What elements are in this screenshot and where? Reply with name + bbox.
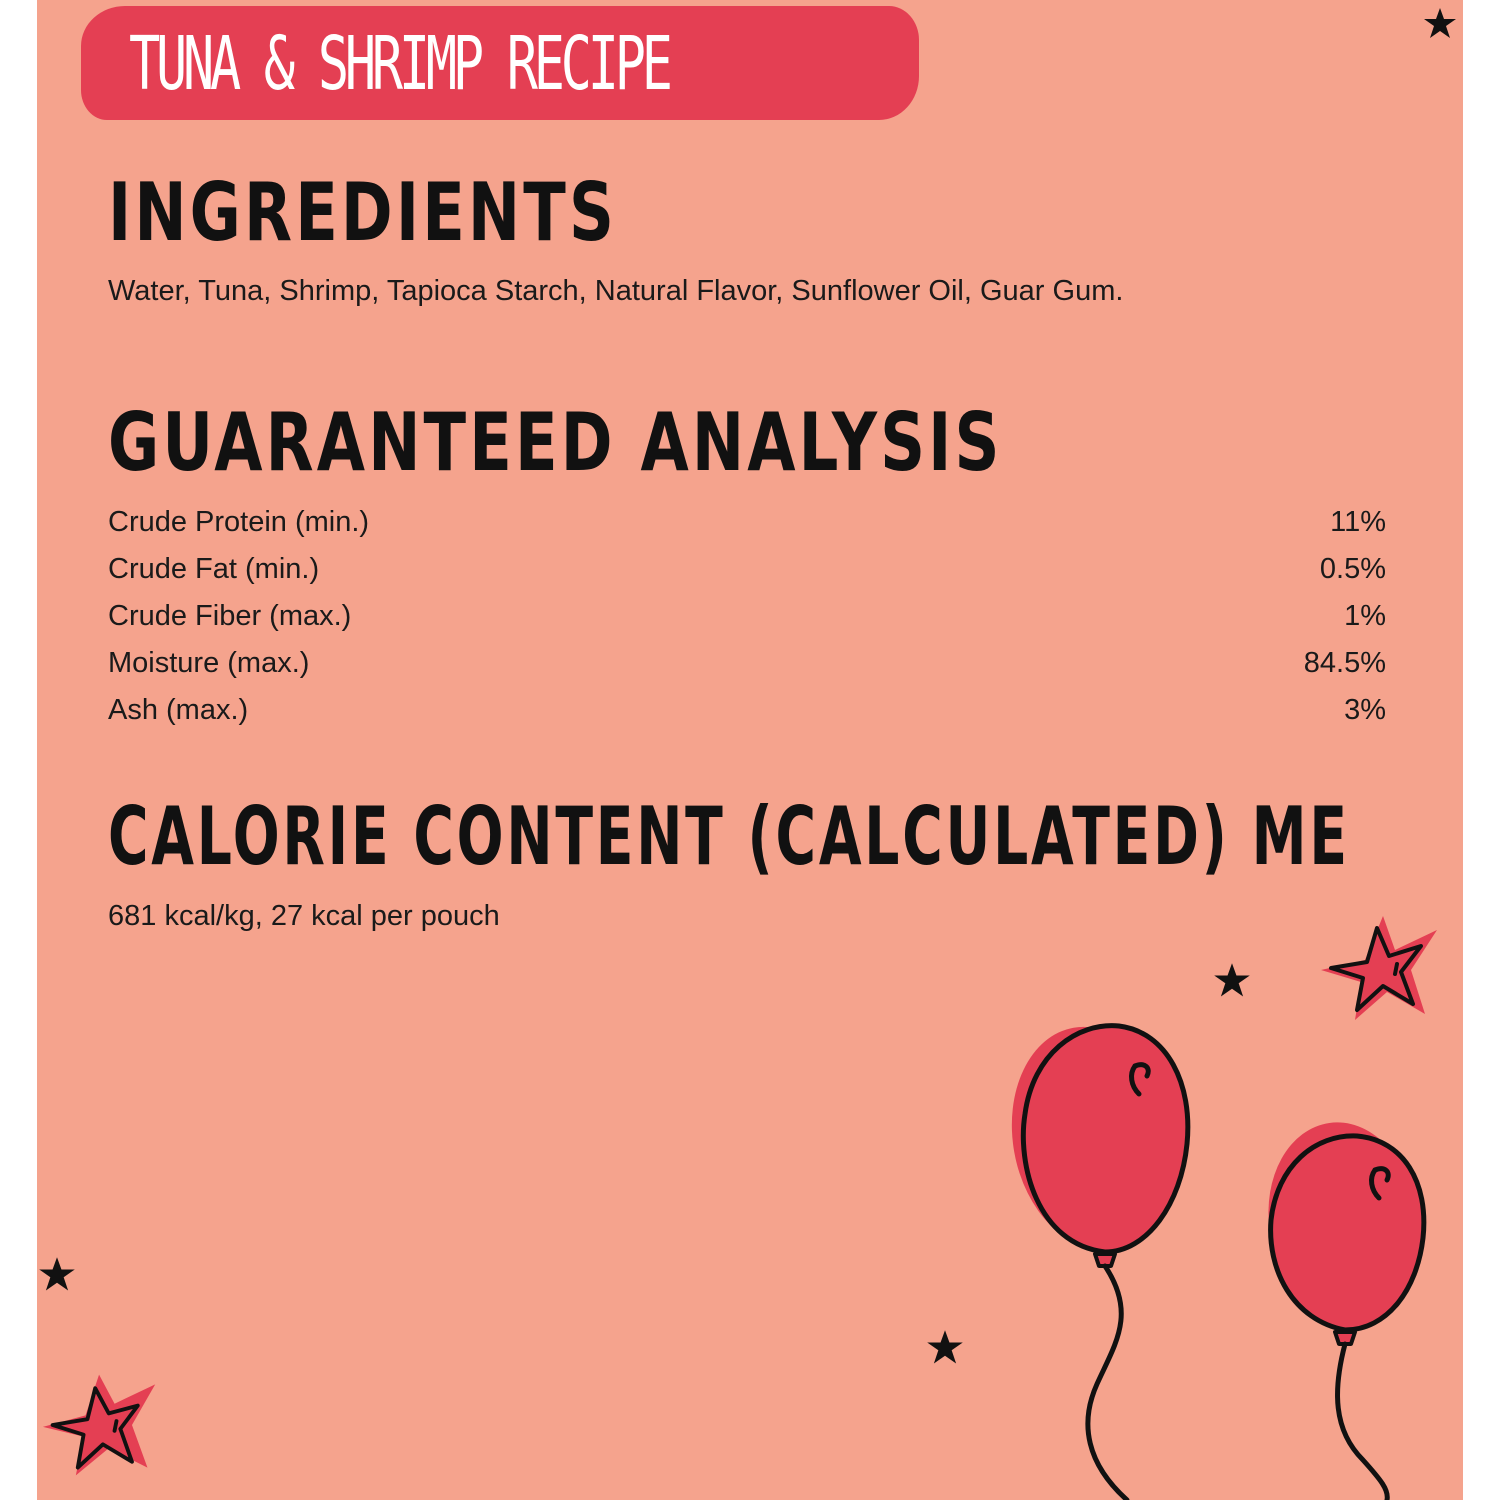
calorie-content-text: 681 kcal/kg, 27 kcal per pouch xyxy=(108,900,500,932)
analysis-value: 11% xyxy=(1330,506,1386,538)
analysis-row-crude-protein xyxy=(108,504,1386,551)
balloon-icon xyxy=(1007,1014,1207,1500)
analysis-row-crude-fat xyxy=(108,551,1386,598)
analysis-row-moisture xyxy=(108,645,1386,692)
analysis-value: 84.5% xyxy=(1303,647,1386,679)
analysis-value: 1% xyxy=(1344,600,1386,632)
analysis-label: Ash (max.) xyxy=(108,694,249,726)
star-icon xyxy=(37,1255,77,1295)
ingredients-list: Water, Tuna, Shrimp, Tapioca Starch, Natural Flavor, Sunflower Oil, Guar Gum. xyxy=(108,275,1124,307)
star-icon xyxy=(1422,6,1458,42)
analysis-value: 0.5% xyxy=(1319,553,1386,585)
star-icon xyxy=(1317,912,1441,1024)
analysis-row-ash xyxy=(108,692,1386,739)
analysis-row-crude-fiber xyxy=(108,598,1386,645)
analysis-label: Crude Fat (min.) xyxy=(108,553,320,585)
star-icon xyxy=(925,1328,965,1368)
nutrition-panel xyxy=(37,0,1463,1500)
guaranteed-analysis-heading: GUARANTEED ANALYSIS xyxy=(108,396,1003,489)
guaranteed-analysis-table xyxy=(108,504,1386,739)
star-icon xyxy=(41,1370,161,1480)
analysis-label: Crude Protein (min.) xyxy=(108,506,370,538)
calorie-content-heading: CALORIE CONTENT (CALCULATED) ME xyxy=(108,790,1350,883)
star-icon xyxy=(1212,961,1252,1001)
recipe-banner xyxy=(81,6,919,120)
ingredients-heading: INGREDIENTS xyxy=(108,166,618,259)
analysis-value: 3% xyxy=(1344,694,1386,726)
balloon-icon xyxy=(1263,1120,1443,1500)
analysis-label: Crude Fiber (max.) xyxy=(108,600,352,632)
recipe-title: TUNA & SHRIMP RECIPE xyxy=(129,21,669,107)
analysis-label: Moisture (max.) xyxy=(108,647,310,679)
